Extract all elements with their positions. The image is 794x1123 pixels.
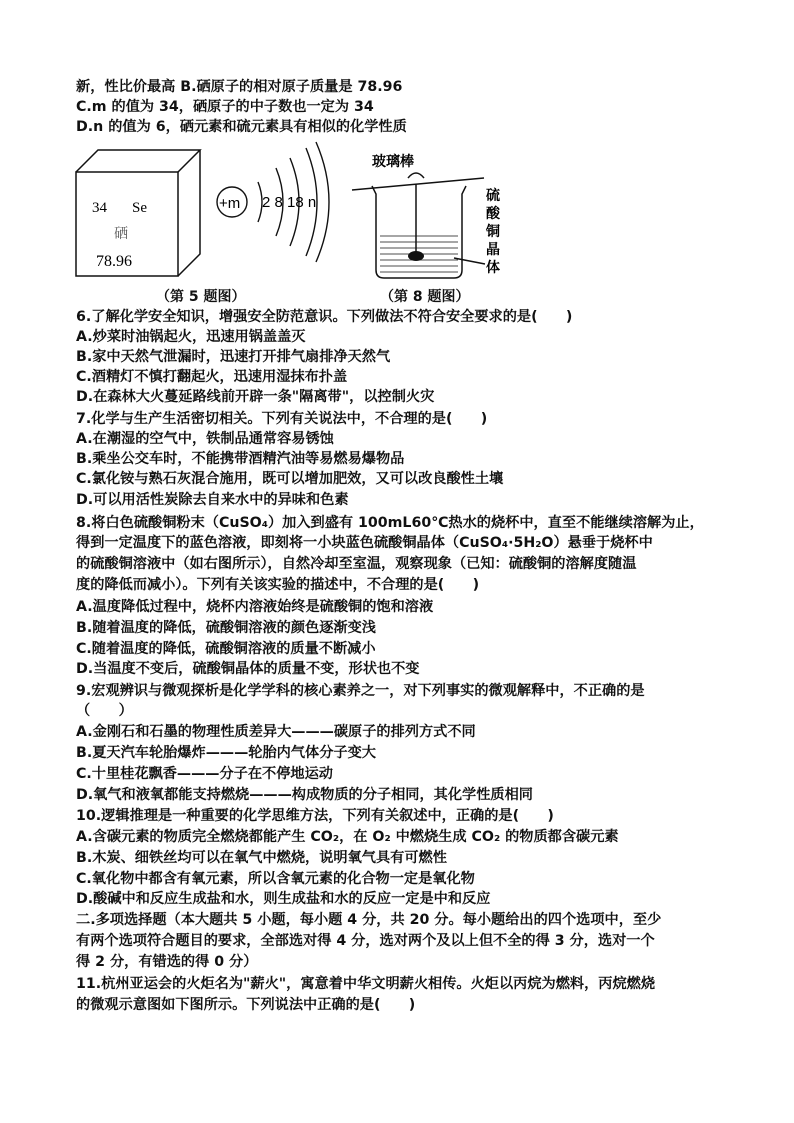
option: A.含碳元素的物质完全燃烧都能产生 CO₂，在 O₂ 中燃烧生成 CO₂ 的物质都含碳元素 — [76, 829, 619, 845]
option: A.在潮湿的空气中，铁制品通常容易锈蚀 — [76, 431, 334, 447]
option: C.十里桂花飘香———分子在不停地运动 — [76, 766, 333, 782]
beaker-apparatus — [352, 173, 485, 278]
figure-8-caption: （第 8 题图） — [380, 289, 470, 305]
question-8: 8.将白色硫酸铜粉末（CuSO₄）加入到盛有 100mL60℃热水的烧杯中，直至不能继续溶解为止， — [76, 515, 704, 531]
option: D.在森林大火蔓延路线前开辟一条"隔离带"，以控制火灾 — [76, 389, 435, 405]
question-8-text: 度的降低而减小）。下列有关该实验的描述中，不合理的是( ) — [76, 577, 480, 593]
question-11-text: 的微观示意图如下图所示。下列说法中正确的是( ) — [76, 997, 416, 1013]
electron-shells: 2 8 18 n — [262, 194, 317, 211]
option: C.氧化物中都含有氧元素，所以含氧元素的化合物一定是氧化物 — [76, 871, 475, 887]
question-11: 11.杭州亚运会的火炬名为"薪火"，寓意着中华文明薪火相传。火炬以丙烷为燃料，丙烷燃烧 — [76, 976, 656, 992]
section-2-heading: 二.多项选择题（本大题共 5 小题，每小题 4 分，共 20 分。每小题给出的四个选项中，至少 — [76, 912, 662, 928]
option: C.氯化铵与熟石灰混合施用，既可以增加肥效，又可以改良酸性土壤 — [76, 471, 504, 487]
question-9: 9.宏观辨识与微观探析是化学学科的核心素养之一，对下列事实的微观解释中，不正确的是 — [76, 683, 645, 699]
figure-svg — [70, 138, 550, 288]
figure-5-caption: （第 5 题图） — [156, 289, 246, 305]
option: B.木炭、细铁丝均可以在氧气中燃烧，说明氧气具有可燃性 — [76, 850, 447, 866]
element-number: 34 — [92, 200, 107, 216]
option: C.酒精灯不慎打翻起火，迅速用湿抹布扑盖 — [76, 369, 348, 385]
option: B.乘坐公交车时，不能携带酒精汽油等易燃易爆物品 — [76, 451, 405, 467]
text-line: 新，性比价最高 B.硒原子的相对原子质量是 78.96 — [76, 79, 403, 95]
glass-rod-label: 玻璃棒 — [372, 154, 414, 170]
crystal-label: 晶 — [486, 242, 500, 258]
question-8-text: 的硫酸铜溶液中（如右图所示），自然冷却至室温，观察现象（已知：硫酸铜的溶解度随温 — [76, 556, 637, 572]
option: D.氧气和液氧都能支持燃烧———构成物质的分子相同，其化学性质相同 — [76, 787, 533, 803]
question-9-bracket: （ ） — [76, 703, 133, 719]
option: C.随着温度的降低，硫酸铜溶液的质量不断减小 — [76, 641, 376, 657]
element-name: 硒 — [114, 226, 128, 242]
option: D.当温度不变后，硫酸铜晶体的质量不变，形状也不变 — [76, 661, 420, 677]
option: A.温度降低过程中，烧杯内溶液始终是硫酸铜的饱和溶液 — [76, 599, 434, 615]
nucleus-charge: +m — [219, 195, 241, 212]
text-line: D.n 的值为 6，硒元素和硫元素具有相似的化学性质 — [76, 119, 407, 135]
option: B.随着温度的降低，硫酸铜溶液的颜色逐渐变浅 — [76, 620, 376, 636]
option: D.酸碱中和反应生成盐和水，则生成盐和水的反应一定是中和反应 — [76, 891, 491, 907]
option: A.炒菜时油锅起火，迅速用锅盖盖灭 — [76, 329, 306, 345]
crystal-shape — [408, 251, 424, 261]
option: B.夏天汽车轮胎爆炸———轮胎内气体分子变大 — [76, 745, 376, 761]
text-line: C.m 的值为 34，硒原子的中子数也一定为 34 — [76, 99, 374, 115]
crystal-label: 酸 — [486, 206, 500, 222]
crystal-label: 铜 — [486, 224, 500, 240]
question-8-text: 得到一定温度下的蓝色溶液，即刻将一小块蓝色硫酸铜晶体（CuSO₄·5H₂O）悬垂于烧杯中 — [76, 535, 653, 551]
element-mass: 78.96 — [96, 253, 132, 270]
section-2-text: 得 2 分，有错选的得 0 分） — [76, 954, 258, 970]
figures-row — [70, 138, 550, 310]
crystal-label: 体 — [486, 260, 500, 276]
crystal-label: 硫 — [486, 188, 500, 204]
option: B.家中天然气泄漏时，迅速打开排气扇排净天然气 — [76, 349, 391, 365]
question-6: 6.了解化学安全知识，增强安全防范意识。下列做法不符合安全要求的是( ) — [76, 309, 573, 325]
section-2-text: 有两个选项符合题目的要求，全部选对得 4 分，选对两个及以上但不全的得 3 分，选对一个 — [76, 933, 655, 949]
question-10: 10.逻辑推理是一种重要的化学思维方法，下列有关叙述中，正确的是( ) — [76, 808, 554, 824]
question-7: 7.化学与生产生活密切相关。下列有关说法中，不合理的是( ) — [76, 411, 488, 427]
option: D.可以用活性炭除去自来水中的异味和色素 — [76, 492, 349, 508]
element-symbol: Se — [132, 200, 147, 216]
option: A.金刚石和石墨的物理性质差异大———碳原子的排列方式不同 — [76, 724, 476, 740]
